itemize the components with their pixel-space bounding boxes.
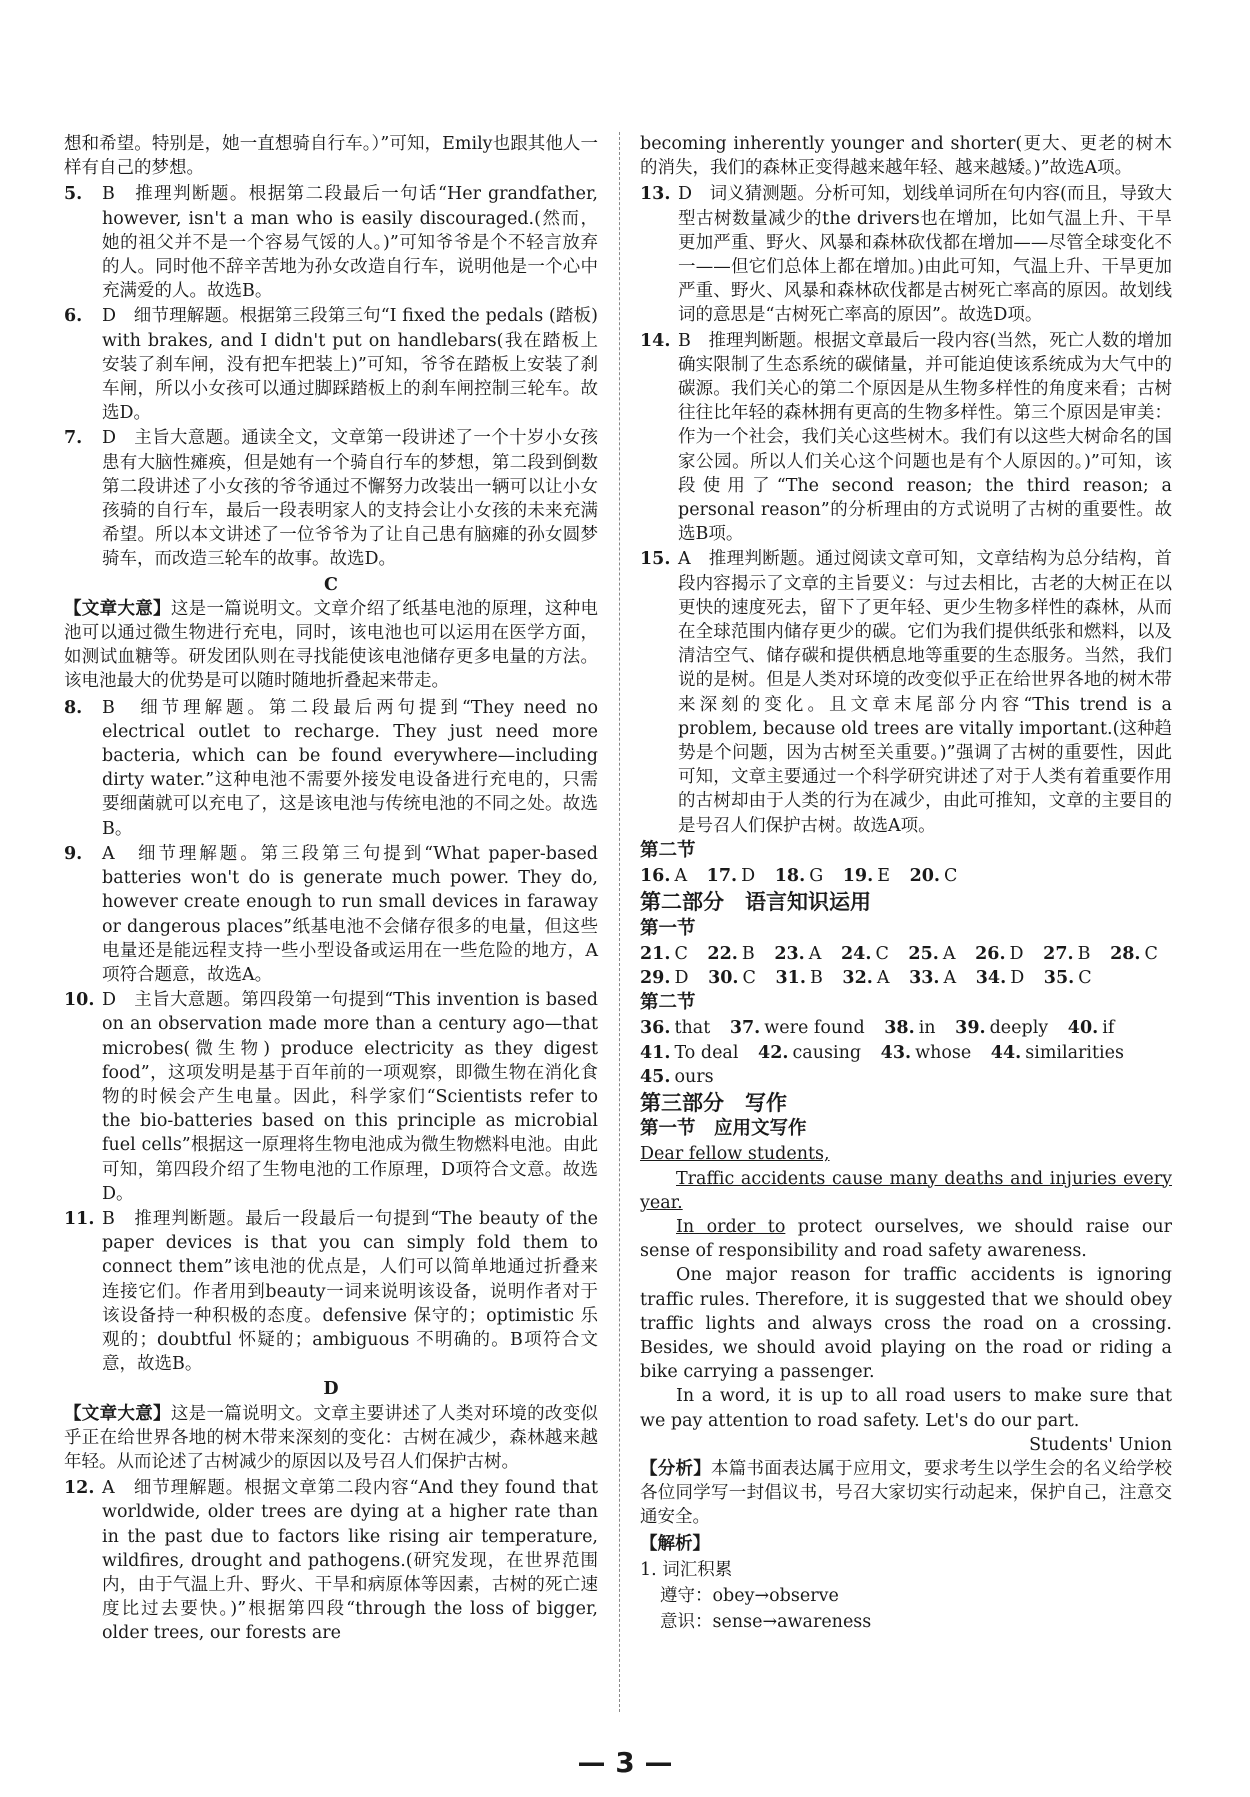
answer-key: 43. whose <box>880 1042 972 1063</box>
summary-d <box>64 1402 598 1475</box>
question-number: 7. <box>64 428 83 449</box>
vocab-title: 1. 词汇积累 <box>640 1559 733 1580</box>
section-d-heading: D <box>323 1379 339 1400</box>
answer-text: D 细节理解题。根据第三段第三句“I fixed the pedals (踏板) with brakes, and I didn't put on handlebars(我在踏板上安装了刹车闸，没有把车把装上)”可知，爷爷在踏板上安装了刹车闸，所以小女孩可以通过脚踩踏板上的刹车闸控制三轮车。故选D。 <box>102 306 598 424</box>
essay-paragraph: In a word, it is up to all road users to make sure that we pay attention to road safety. Let's do our part. <box>640 1386 1172 1431</box>
question-number: 5. <box>64 184 83 205</box>
answer-row-29 <box>640 966 1172 990</box>
answer-text: D 词义猜测题。分析可知，划线单词所在句内容(而且，导致大型古树数量减少的the drivers也在增加，比如气温上升、干旱更加严重、野火、风暴和森林砍伐都在增加——尽管全球变化不一——但它们总体上都在增加。)由此可知，气温上升、干旱更加严重、野火、风暴和森林砍伐都是古树死亡率高的原因。故划线词的意思是“古树死亡率高的原因”。故选D项。 <box>678 184 1172 326</box>
section-heading: 第二节 <box>640 992 696 1014</box>
right-continuation: becoming inherently younger and shorter(更大、更老的树木的消失，我们的森林正变得越来越年轻、越来越矮。)”故选A项。 <box>640 134 1172 179</box>
answer-text: B 推理判断题。根据第二段最后一句话“Her grandfather, however, isn't a man who is easily discouraged.(然而，她的祖父并不是一个容易气馁的人。)”可知爷爷是个不轻言放弃的人。同时他不辞辛苦地为孙女改造自行车，说明他是一个心中充满爱的人。故选B。 <box>102 184 598 302</box>
essay-salutation: Dear fellow students, <box>640 1144 830 1165</box>
answer-key: 16. A <box>640 866 688 887</box>
right-column <box>640 132 1172 1636</box>
answer-text: A 推理判断题。通过阅读文章可知，文章结构为总分结构，首段内容揭示了文章的主旨要义：与过去相比，古老的大树正在以更快的速度死去，留下了更年轻、更少生物多样性的森林，从而在全球范围内储存更少的碳。它们为我们提供纸张和燃料，以及清洁空气、储存碳和提供栖息地等重要的生态服务。当然，我们说的是树。但是人类对环境的改变似乎正在给世界各地的树木带来深刻的变化。且文章末尾部分内容“This trend is a problem, because old trees are vitally important.(这种趋势是个问题，因为古树至关重要。)”强调了古树的重要性，因此可知，文章主要通过一个科学研究讲述了对于人类有着重要作用的古树却由于人类的行为在减少，由此可推知，文章的主要目的是号召人们保护古树。故选A项。 <box>678 549 1172 836</box>
essay-paragraph: One major reason for traffic accidents is ignoring traffic rules. Therefore, it is suggested that we should obey traffic lights and always cross the road on a crossing. Besides, we should avoid playing on the road or riding a bike carrying a passenger. <box>640 1265 1172 1383</box>
answer-text: A 细节理解题。根据文章第二段内容“And they found that worldwide, older trees are dying at a higher rate than in the past due to factors like rising air temperature, wildfires, drought and pathogens.(研究发现，在世界范围内，由于气温上升、野火、干旱和病原体等因素，古树的死亡速度比过去要快。)”根据第四段“through the loss of bigger, older trees, our forests are <box>102 1478 598 1644</box>
answer-key: 42. causing <box>758 1042 862 1063</box>
answer-key: 24. C <box>841 943 889 964</box>
answer-text: D 主旨大意题。第四段第一句提到“This invention is based on an observation made more than a century ago—that microbes(微生物) produce electricity as they digest food”，这项发明是基于百年前的一项观察，即微生物在消化食物的时候会产生电量。因此，科学家们“Scientists refer to the bio-batteries based on this principle as microbial fuel cells”根据这一原理将生物电池成为微生物燃料电池。由此可知，第四段介绍了生物电池的工作原理，D项符合文意。故选D。 <box>102 990 598 1204</box>
answer-q13 <box>640 182 1172 327</box>
question-number: 8. <box>64 697 83 718</box>
answer-row-16 <box>640 864 1172 888</box>
vocab-item: 意识：sense→awareness <box>660 1612 872 1633</box>
analysis-text: 本篇书面表达属于应用文，要求考生以学生会的名义给学校各位同学写一封倡议书，号召大家切实行动起来，保护自己，注意交通安全。 <box>640 1458 1173 1528</box>
answer-text: A 细节理解题。第三段第三句提到“What paper-based batteries won't do is generate much power. They do, however create enough to run small devices in faraway or dangerous places”纸基电池不会储存很多的电量，但这些电量还是能远程支持一些小型设备或运用在一些危险的地方，A项符合题意，故选A。 <box>102 843 598 985</box>
answer-key: 22. B <box>707 943 755 964</box>
answer-q12 <box>64 1476 598 1645</box>
answer-text: B 细节理解题。第二段最后两句提到“They need no electrical outlet to recharge. They just need more bacteria, which can be found everywhere—including dirty water.”这种电池不需要外接发电设备进行充电的，只需要细菌就可以充电了，这是该电池与传统电池的不同之处。故选B。 <box>102 697 598 839</box>
answer-key: 45. ours <box>640 1066 714 1087</box>
answer-key: 31. B <box>775 967 823 988</box>
section-c-heading: C <box>324 574 338 595</box>
answer-key: 37. were found <box>729 1018 865 1039</box>
answer-text: B 推理判断题。根据文章最后一段内容(当然，死亡人数的增加确实限制了生态系统的碳储量，并可能迫使该系统成为大气中的碳源。我们关心的第二个原因是从生物多样性的角度来看；古树往往比年轻的森林拥有更高的生物多样性。第三个原因是审美：作为一个社会，我们关心这些树木。我们有以这些大树命名的国家公园。所以人们关心这个问题也是有个人原因的。)”可知，该段使用了“The second reason; the third reason; a personal reason”的分析理由的方式说明了古树的重要性。故选B项。 <box>678 330 1172 545</box>
question-number: 11. <box>64 1208 95 1229</box>
left-column <box>64 132 598 1647</box>
summary-c <box>64 597 598 694</box>
answer-q14 <box>640 329 1172 547</box>
answer-key: 38. in <box>884 1018 936 1039</box>
question-number: 14. <box>640 330 671 351</box>
answer-key: 27. B <box>1043 943 1091 964</box>
answer-key: 40. if <box>1067 1018 1115 1039</box>
essay-paragraph: In order to protect ourselves, we should raise our sense of responsibility and road safety awareness. <box>640 1216 1172 1262</box>
summary-text: 这是一篇说明文。文章主要讲述了人类对环境的改变似乎正在给世界各地的树木带来深刻的变化：古树在减少，森林越来越年轻。从而论述了古树减少的原因以及号召人们保护古树。 <box>64 1403 599 1472</box>
section-heading: 第一节 <box>640 917 696 939</box>
answer-key: 28. C <box>1110 943 1158 964</box>
answer-key: 23. A <box>774 943 822 964</box>
question-number: 6. <box>64 306 83 327</box>
essay-paragraph: Traffic accidents cause many deaths and injuries every year. <box>640 1168 1172 1213</box>
section-heading: 第二节 <box>640 839 696 861</box>
model-essay <box>640 1142 1172 1457</box>
question-number: 10. <box>64 990 95 1011</box>
answer-key: 25. A <box>908 943 956 964</box>
answer-key: 36. that <box>640 1018 711 1039</box>
answer-row-36 <box>640 1016 1172 1040</box>
question-number: 13. <box>640 184 671 205</box>
part-three-heading: 第三部分 写作 <box>640 1090 787 1115</box>
question-number: 9. <box>64 843 83 864</box>
answer-key: 41. To deal <box>640 1042 739 1063</box>
answer-q7 <box>64 426 598 571</box>
vocab-item: 遵守：obey→observe <box>660 1585 839 1606</box>
question-number: 15. <box>640 549 671 570</box>
answer-row-45 <box>640 1065 1172 1089</box>
answer-q11 <box>64 1207 598 1376</box>
answer-key: 32. A <box>842 967 890 988</box>
analysis-tag: 【分析】 <box>640 1458 711 1479</box>
answer-row-21 <box>640 942 1172 966</box>
part-two-heading: 第二部分 语言知识运用 <box>640 890 871 915</box>
answer-q15 <box>640 547 1172 837</box>
answer-key: 18. G <box>774 866 824 887</box>
answer-key: 39. deeply <box>955 1018 1049 1039</box>
section-heading: 第一节 应用文写作 <box>640 1118 807 1140</box>
answer-text: B 推理判断题。最后一段最后一句提到“The beauty of the paper devices is that you can simply fold them to connect them”该电池的优点是，人们可以简单地通过折叠来连接它们。作者用到beauty一词来说明该设备，说明作者对于该设备持一种积极的态度。defensive 保守的；optimistic 乐观的；doubtful 怀疑的；ambiguous 不明确的。B项符合文意，故选B。 <box>102 1208 598 1375</box>
answer-q10 <box>64 988 598 1206</box>
answer-key: 20. C <box>909 866 958 887</box>
answer-key: 17. D <box>706 866 756 887</box>
answer-q9 <box>64 842 598 987</box>
answer-q5 <box>64 182 598 303</box>
answer-key: 34. D <box>975 967 1025 988</box>
answer-key: 29. D <box>640 967 689 988</box>
answer-row-41 <box>640 1041 1172 1065</box>
answer-key: 30. C <box>708 967 756 988</box>
summary-tag: 【文章大意】 <box>64 598 171 619</box>
answer-key: 26. D <box>975 943 1024 964</box>
answer-q8 <box>64 696 598 841</box>
essay-underlined-phrase: In order to <box>676 1216 786 1237</box>
answer-key: 33. A <box>909 967 957 988</box>
answer-key: 21. C <box>640 943 688 964</box>
left-continuation: 想和希望。特别是，她一直想骑自行车。）”可知，Emily也跟其他人一样有自己的梦想。 <box>64 134 598 179</box>
explain-tag: 【解析】 <box>640 1533 710 1554</box>
essay-signature: Students' Union <box>1029 1434 1172 1455</box>
summary-text: 这是一篇说明文。文章介绍了纸基电池的原理，这种电池可以通过微生物进行充电，同时，该电池也可以运用在医学方面，如测试血糖等。研发团队则在寻找能使该电池储存更多电量的方法。该电池最大的优势是可以随时随地折叠起来带走。 <box>64 598 599 692</box>
analysis-block <box>640 1457 1172 1530</box>
column-divider <box>619 132 620 1712</box>
answer-text: D 主旨大意题。通读全文，文章第一段讲述了一个十岁小女孩患有大脑性瘫痪，但是她有一个骑自行车的梦想，第二段到倒数第二段讲述了小女孩的爷爷通过不懈努力改装出一辆可以让小女孩骑的自行车，最后一段表明家人的支持会让小女孩的未来充满希望。所以本文讲述了一位爷爷为了让自己患有脑瘫的孙女圆梦骑车，而改造三轮车的故事。故选D。 <box>102 428 598 570</box>
answer-key: 44. similarities <box>990 1042 1124 1063</box>
page-number: — 3 — <box>577 1746 673 1779</box>
answer-key: 19. E <box>842 866 890 887</box>
answer-q6 <box>64 304 598 425</box>
question-number: 12. <box>64 1478 95 1499</box>
answer-key: 35. C <box>1043 967 1092 988</box>
summary-tag: 【文章大意】 <box>64 1403 171 1424</box>
